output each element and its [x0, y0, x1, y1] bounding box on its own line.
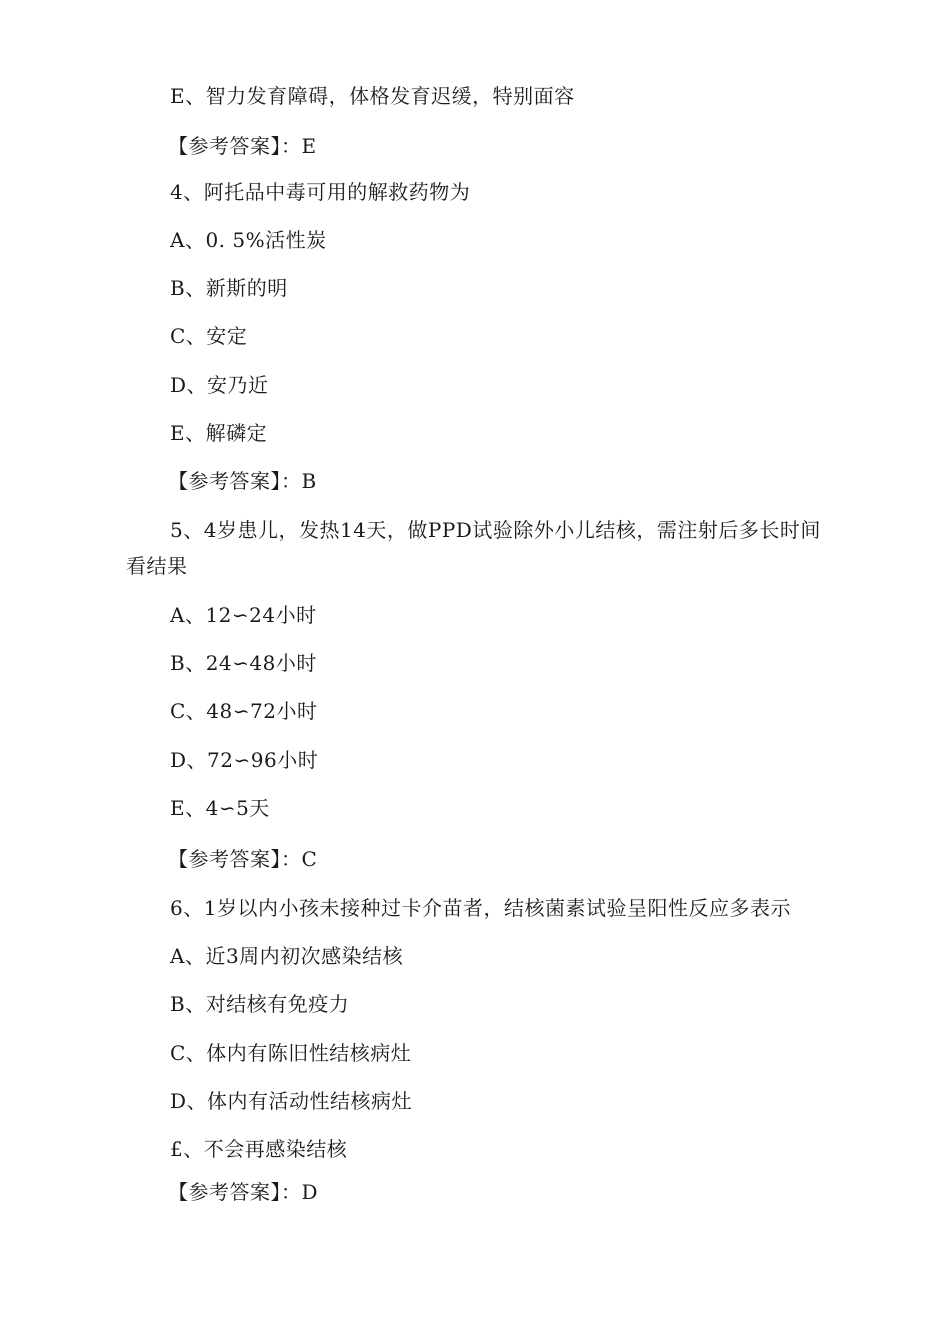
q6-option-a: A、近3周内初次感染结核 [170, 944, 404, 968]
q5-option-e: E、4∽5天 [170, 796, 270, 820]
q6-option-b: B、对结核有免疫力 [170, 992, 350, 1016]
q3-option-e: E、智力发育障碍，体格发育迟缓，特别面容 [170, 84, 575, 108]
q6-answer: 【参考答案】：D [168, 1180, 319, 1204]
q6-option-d: D、体内有活动性结核病灶 [170, 1089, 413, 1113]
q6-option-c: C、体内有陈旧性结核病灶 [170, 1041, 412, 1065]
q4-option-e: E、解磷定 [170, 421, 268, 445]
q5-option-b: B、24∽48小时 [170, 651, 317, 675]
q4-stem: 4、阿托品中毒可用的解救药物为 [170, 180, 471, 204]
q4-option-a: A、0. 5%活性炭 [170, 228, 327, 252]
q4-answer: 【参考答案】：B [168, 469, 317, 493]
q5-option-d: D、72∽96小时 [170, 748, 319, 772]
q3-answer: 【参考答案】：E [168, 134, 317, 158]
q4-option-d: D、安乃近 [170, 373, 269, 397]
q4-option-c: C、安定 [170, 324, 248, 348]
q6-option-e: £、不会再感染结核 [170, 1137, 348, 1161]
q5-option-c: C、48∽72小时 [170, 699, 318, 723]
q5-option-a: A、12∽24小时 [170, 603, 317, 627]
q4-option-b: B、新斯的明 [170, 276, 288, 300]
q5-answer: 【参考答案】：C [168, 847, 318, 871]
q5-stem: 5、4岁患儿，发热14天，做PPD试验除外小儿结核，需注射后多长时间看结果 [126, 518, 821, 578]
q6-stem: 6、1岁以内小孩未接种过卡介苗者，结核菌素试验呈阳性反应多表示 [170, 896, 791, 920]
